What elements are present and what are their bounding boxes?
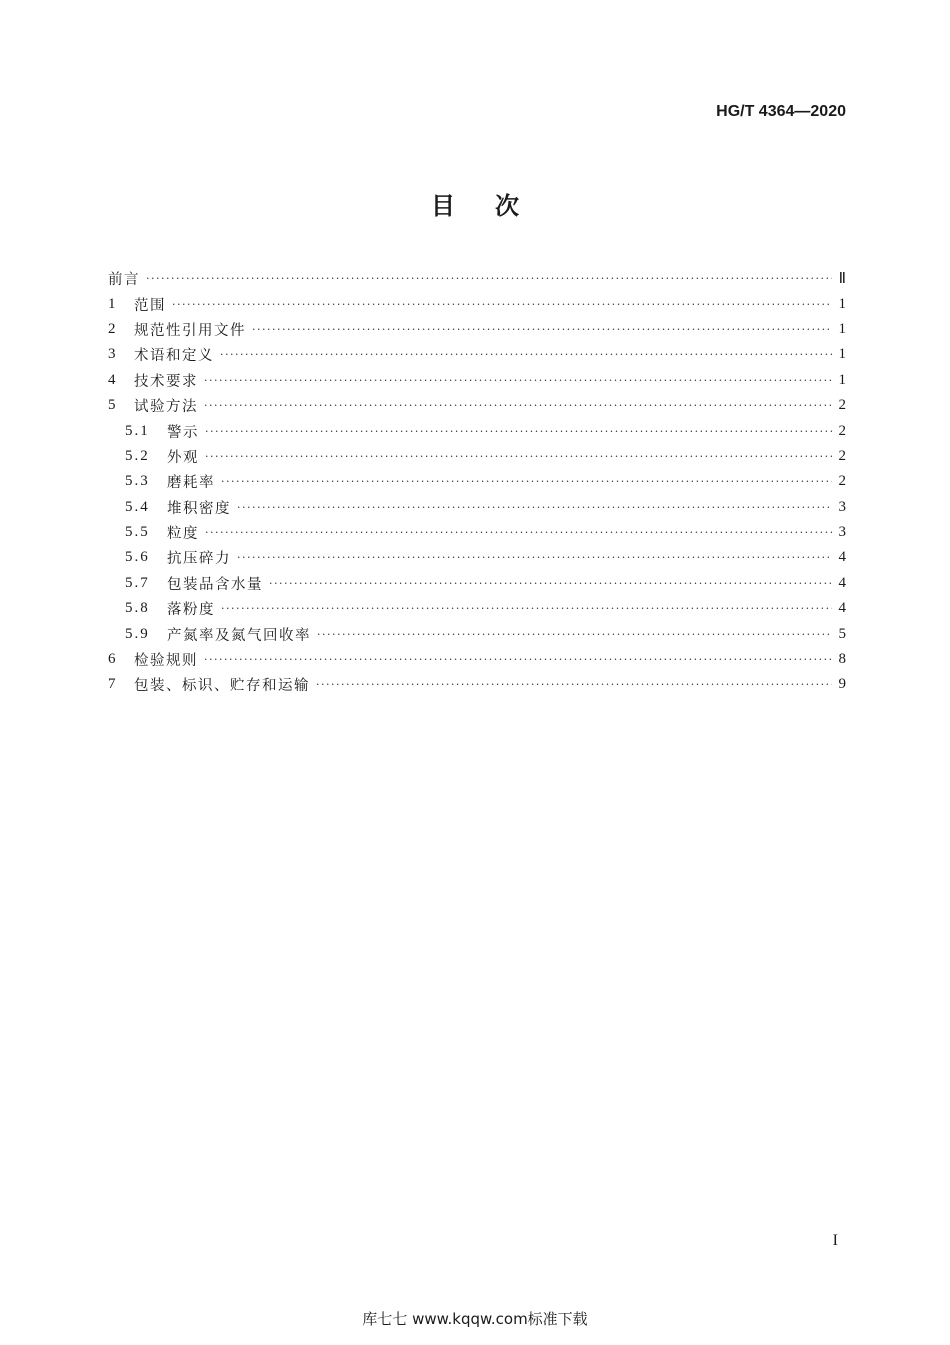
toc-entry-label: 包装、标识、贮存和运输	[134, 678, 310, 695]
toc-entry[interactable]	[108, 520, 846, 545]
toc-entry-label: 试验方法	[134, 399, 198, 416]
toc-leader-dots	[204, 399, 832, 412]
page-number: I	[832, 1232, 838, 1249]
toc-leader-dots	[205, 425, 832, 438]
toc-leader-dots	[205, 450, 832, 463]
toc-entry[interactable]	[108, 368, 846, 393]
document-number: HG/T 4364—2020	[716, 103, 846, 120]
toc-entry-label: 抗压碎力	[167, 551, 231, 568]
toc-entry-label: 包装品含水量	[167, 576, 263, 593]
toc-entry[interactable]	[108, 317, 846, 342]
toc-entry-page: 1	[838, 320, 846, 337]
toc-leader-dots	[146, 272, 832, 285]
toc-entry[interactable]	[108, 672, 846, 697]
toc-entry-page: 5	[838, 625, 846, 642]
toc-entry-number: 5.8	[125, 600, 150, 617]
toc-entry-number: 7	[108, 676, 116, 693]
toc-leader-dots	[172, 298, 832, 311]
toc-entry[interactable]	[108, 418, 846, 443]
toc-entry-number: 3	[108, 346, 116, 363]
toc-entry[interactable]	[108, 469, 846, 494]
page-title: 目次	[431, 192, 559, 220]
toc-entry-page: 1	[838, 295, 846, 312]
toc-entry-label: 技术要求	[134, 373, 198, 390]
toc-leader-dots	[221, 475, 832, 488]
toc-entry[interactable]	[108, 647, 846, 672]
toc-entry-label: 产氮率及氮气回收率	[167, 627, 311, 644]
toc-entry[interactable]	[108, 495, 846, 520]
toc-entry-number: 5.1	[125, 422, 150, 439]
toc-entry-page: 1	[838, 371, 846, 388]
toc-entry-page: 8	[838, 651, 846, 668]
toc-entry-number: 6	[108, 651, 116, 668]
toc-leader-dots	[237, 551, 832, 564]
toc-entry-label: 磨耗率	[167, 475, 215, 492]
toc-entry-number: 5.9	[125, 625, 150, 642]
toc-entry[interactable]	[108, 596, 846, 621]
toc-entry-number: 5.5	[125, 524, 150, 541]
toc-entry-page: 2	[838, 397, 846, 414]
toc-entry-label: 范围	[134, 297, 166, 314]
table-of-contents	[108, 266, 846, 698]
toc-entry-number: 5	[108, 397, 116, 414]
toc-entry-label: 外观	[167, 449, 199, 466]
toc-leader-dots	[269, 577, 832, 590]
toc-entry[interactable]	[108, 444, 846, 469]
toc-entry[interactable]	[108, 393, 846, 418]
toc-leader-dots	[220, 348, 832, 361]
toc-leader-dots	[317, 628, 832, 641]
toc-entry-number: 4	[108, 371, 116, 388]
toc-entry-label: 粒度	[167, 526, 199, 543]
toc-entry-label: 术语和定义	[134, 348, 214, 365]
toc-entry[interactable]	[108, 571, 846, 596]
toc-entry-label: 检验规则	[134, 653, 198, 670]
toc-entry-page: 9	[838, 676, 846, 693]
toc-leader-dots	[221, 602, 832, 615]
toc-entry[interactable]	[108, 266, 846, 291]
toc-entry-page: Ⅱ	[838, 271, 846, 288]
toc-entry-number: 1	[108, 295, 116, 312]
toc-entry-number: 5.2	[125, 447, 150, 464]
toc-entry-label: 警示	[167, 424, 199, 441]
toc-leader-dots	[252, 323, 832, 336]
toc-entry-page: 2	[838, 447, 846, 464]
toc-leader-dots	[237, 501, 832, 514]
toc-entry[interactable]	[108, 621, 846, 646]
toc-entry[interactable]	[108, 545, 846, 570]
toc-entry-label: 落粉度	[167, 602, 215, 619]
toc-entry-page: 4	[838, 574, 846, 591]
toc-entry[interactable]	[108, 291, 846, 316]
toc-entry-page: 3	[838, 498, 846, 515]
toc-entry-page: 4	[838, 600, 846, 617]
toc-entry-page: 4	[838, 549, 846, 566]
toc-entry-number: 5.3	[125, 473, 150, 490]
toc-entry-page: 2	[838, 473, 846, 490]
footer-watermark: 库七七 www.kqqw.com标准下载	[362, 1310, 588, 1328]
toc-leader-dots	[316, 678, 832, 691]
toc-leader-dots	[205, 526, 832, 539]
toc-entry[interactable]	[108, 342, 846, 367]
toc-entry-page: 2	[838, 422, 846, 439]
toc-leader-dots	[204, 374, 832, 387]
toc-leader-dots	[204, 653, 832, 666]
toc-entry-page: 1	[838, 346, 846, 363]
toc-entry-number: 5.6	[125, 549, 150, 566]
toc-entry-label: 前言	[108, 272, 140, 289]
toc-entry-number: 5.7	[125, 574, 150, 591]
toc-entry-label: 规范性引用文件	[134, 322, 246, 339]
toc-entry-page: 3	[838, 524, 846, 541]
toc-entry-label: 堆积密度	[167, 500, 231, 517]
toc-entry-number: 2	[108, 320, 116, 337]
toc-entry-number: 5.4	[125, 498, 150, 515]
